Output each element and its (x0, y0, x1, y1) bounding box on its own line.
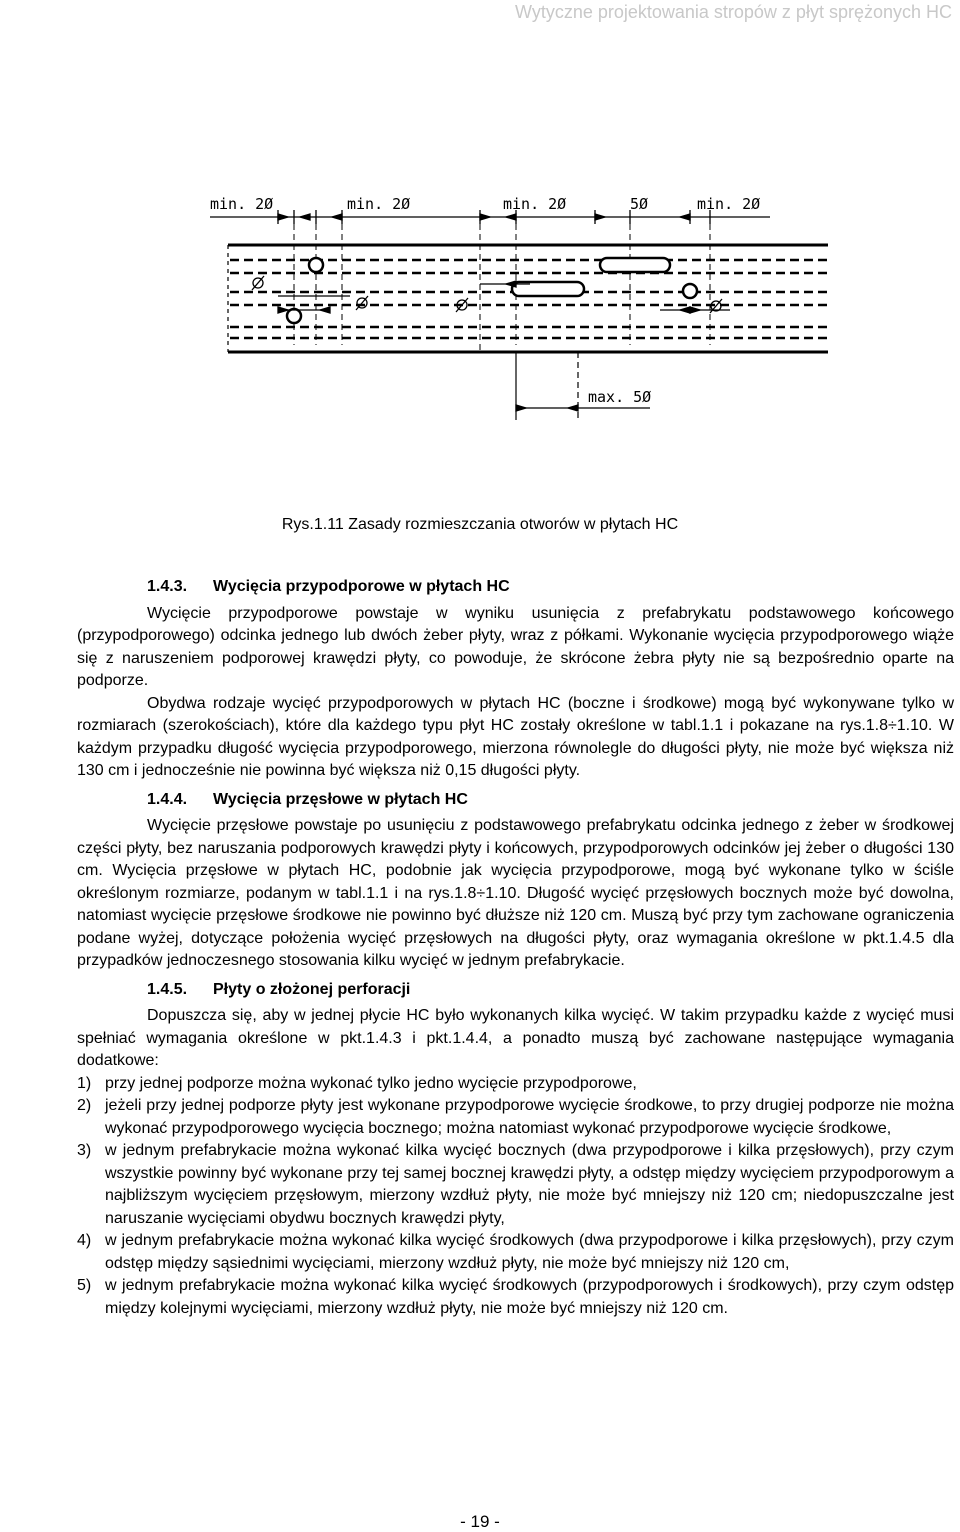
hole-circle (683, 284, 697, 298)
hole-circle (287, 309, 301, 323)
list-item (77, 1275, 954, 1320)
section-number: 1.4.5. (147, 980, 188, 998)
dim-label-top2: min. 2Ø (347, 195, 411, 213)
document-body (77, 570, 954, 1320)
dim-label-top3: min. 2Ø (503, 195, 567, 213)
list-item-number: 2) (77, 1097, 92, 1114)
inner-dimension-lines (278, 281, 730, 313)
hole-placement-figure (190, 180, 850, 420)
list-item (77, 1140, 954, 1230)
page-number: - 19 - (460, 1512, 500, 1531)
dim-label-top1: min. 2Ø (210, 195, 274, 213)
section-title: Płyty o złożonej perforacji (213, 980, 411, 998)
list-item-number: 3) (77, 1142, 92, 1159)
requirements-list (77, 1073, 954, 1321)
list-item-number: 1) (77, 1074, 92, 1092)
hole-circle (309, 258, 323, 272)
dim-label-top5: min. 2Ø (697, 195, 761, 213)
list-item-text: przy jednej podporze można wykonać tylko jedno wycięcie przypodporowe, (105, 1074, 637, 1092)
section-number: 1.4.3. (147, 578, 188, 595)
list-item-text: w jednym prefabrykacie można wykonać kilka wycięć bocznych (dwa przypodporowe i kilka przęsłowych), przy czym wszystkie powinny być wykonane przy tej samej bocznej krawędzi płyty, a odstęp między wycięciem przypodporowym a najbliższym wycięciem przęsłowym, mierzony wzdłuż płyty, nie może być mniejszy niż 120 cm; niedopuszczalne jest naruszanie wycięciami obydwu bocznych krawędzi płyty, (105, 1142, 954, 1227)
list-item-text: w jednym prefabrykacie można wykonać kilka wycięć środkowych (przypodporowych i środkowych), przy czym odstęp między kolejnymi wycięciami, mierzony wzdłuż płyty, nie może być mniejszy niż 120 cm. (105, 1277, 954, 1317)
section-heading (147, 576, 954, 599)
section-number: 1.4.4. (147, 790, 188, 808)
diameter-symbols (252, 276, 722, 313)
section-title: Wycięcia przypodporowe w płytach HC (213, 578, 510, 595)
dim-label-top4: 5Ø (630, 195, 649, 213)
list-item-number: 4) (77, 1232, 92, 1249)
list-item (77, 1073, 954, 1096)
figure-caption: Rys.1.11 Zasady rozmieszczania otworów w płytach HC (281, 516, 679, 533)
top-dimension-line (210, 210, 770, 224)
paragraph: Dopuszcza się, aby w jednej płycie HC było wykonanych kilka wycięć. W takim przypadku każde z wycięć musi spełniać wymagania określone w pkt.1.4.3 i pkt.1.4.4, a ponadto muszą być zachowane następujące wymagania dodatkowe: (77, 1007, 954, 1069)
running-header: Wytyczne projektowania stropów z płyt sprężonych HC (514, 2, 952, 22)
paragraph: Wycięcie przęsłowe powstaje po usunięciu z podstawowego prefabrykatu odcinka jednego z żeber w środkowej części płyty, bez naruszania podporowych krawędzi płyty i końcowych, przypodporowych odcinków jej żeber o długości 130 cm. Wycięcia przęsłowe w płytach HC, podobnie jak wycięcia przypodporowe, mogą być wykonane tylko w ściśle określonym rozmiarze, podanym w tabl.1.1 i na rys.1.8÷1.10. Długość wycięć przęsłowych bocznych może być dowolna, natomiast wycięcie przęsłowe środkowe nie powinno być dłuższe niż 120 cm. Muszą być przy tym zachowane ograniczenia podane wyżej, dotyczące położenia wycięć przęsłowych na długości płyty, oraz wymagania określone w pkt.1.4.5 dla przypadków jednoczesnego stosowania kilku wycięć w jednym prefabrykacie. (77, 817, 954, 969)
list-item (77, 1095, 954, 1140)
dim-label-bottom: max. 5Ø (588, 388, 652, 406)
holes (287, 258, 697, 323)
hole-placement-drawing (190, 180, 850, 420)
section-heading (147, 789, 954, 812)
list-item-text: jeżeli przy jednej podporze płyty jest wykonane przypodporowe wycięcie środkowe, to przy drugiej podporze nie można wykonać przypodporowego wycięcia bocznego; można natomiast wykonać przypodporowe wycięcie środkowe, (105, 1097, 954, 1137)
list-item-number: 5) (77, 1277, 92, 1294)
list-item-text: w jednym prefabrykacie można wykonać kilka wycięć środkowych (dwa przypodporowe i kilka przęsłowych), przy czym odstęp między sąsiednimi wycięciami, mierzony wzdłuż płyty, nie może być mniejszy niż 120 cm, (105, 1232, 954, 1272)
list-item (77, 1230, 954, 1275)
hole-slot (600, 258, 670, 272)
slab-section (228, 224, 828, 420)
paragraph: Obydwa rodzaje wycięć przypodporowych w płytach HC (boczne i środkowe) mogą być wykonywane tylko w rozmiarach (szerokościach), które dla każdego typu płyt HC zostały określone w tabl.1.1 i pokazane na rys.1.8÷1.10. W każdym przypadku długość wycięcia przypodporowego, mierzona równolegle do długości płyty, nie może być większa niż 130 cm i jednocześnie nie powinna być większa niż 0,15 długości płyty. (77, 694, 954, 779)
section-heading (147, 979, 954, 1002)
section-title: Wycięcia przęsłowe w płytach HC (213, 790, 468, 808)
paragraph: Wycięcie przypodporowe powstaje w wyniku usunięcia z prefabrykatu podstawowego końcowego (przypodporowego) odcinka jednego lub dwóch żeber płyty, wraz z półkami. Wykonanie wycięcia przypodporowego wiąże się z naruszeniem podporowej krawędzi płyty, co powoduje, że skrócone żebra płyty nie są bezpośrednio oparte na podporze. (77, 604, 954, 689)
